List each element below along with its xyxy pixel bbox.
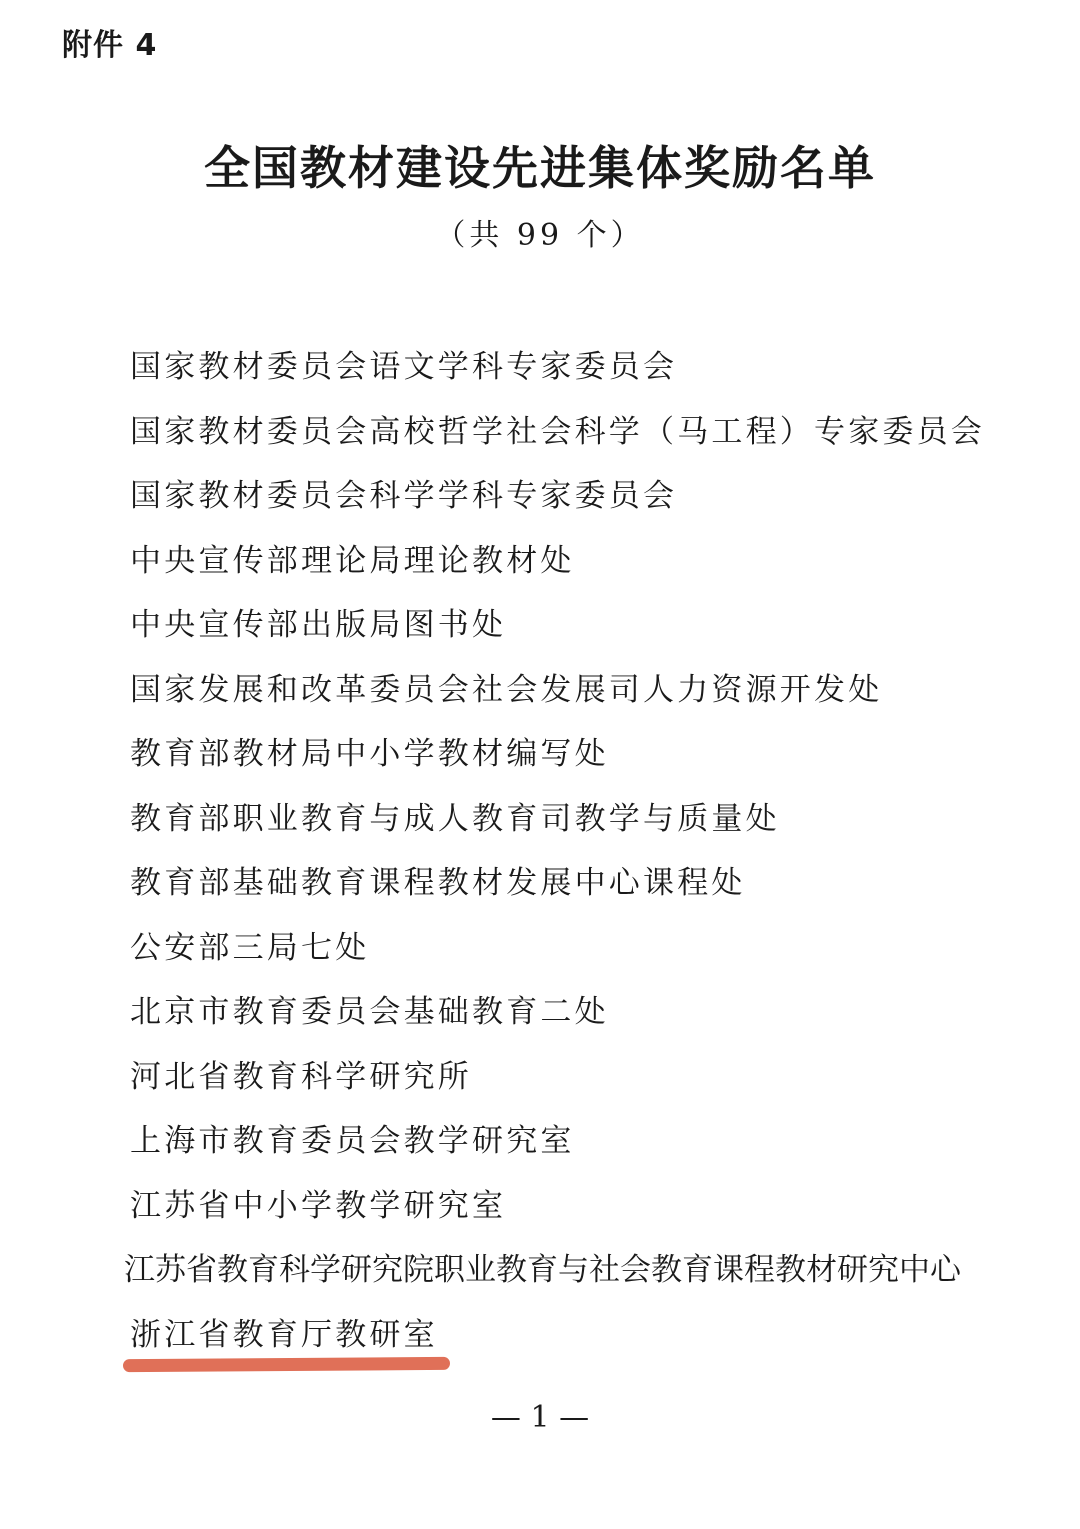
award-item: 江苏省教育科学研究院职业教育与社会教育课程教材研究中心 (124, 1252, 961, 1288)
award-item: 中央宣传部出版局图书处 (130, 607, 507, 643)
award-item-highlighted: 浙江省教育厅教研室 (130, 1316, 438, 1353)
award-item: 教育部职业教育与成人教育司教学与质量处 (130, 800, 780, 837)
award-item: 中央宣传部理论局理论教材处 (130, 542, 575, 579)
award-item: 国家教材委员会高校哲学社会科学（马工程）专家委员会 (130, 413, 985, 450)
highlight-underline (123, 1357, 450, 1372)
document-title: 全国教材建设先进集体奖励名单 (204, 141, 876, 195)
document-subtitle: （共 99 个） (435, 218, 645, 253)
award-item: 国家教材委员会语文学科专家委员会 (130, 349, 678, 385)
page-number: — 1 — (490, 1400, 590, 1435)
award-item: 江苏省中小学教学研究室 (130, 1187, 507, 1224)
award-list (124, 335, 1050, 1367)
attachment-label: 附件 4 (62, 28, 158, 63)
award-item: 公安部三局七处 (130, 929, 370, 966)
award-item: 国家教材委员会科学学科专家委员会 (130, 478, 678, 514)
award-item: 教育部基础教育课程教材发展中心课程处 (130, 865, 746, 901)
award-item: 国家发展和改革委员会社会发展司人力资源开发处 (130, 671, 883, 708)
award-item: 北京市教育委员会基础教育二处 (130, 994, 609, 1030)
award-item: 上海市教育委员会教学研究室 (130, 1123, 575, 1159)
award-item: 教育部教材局中小学教材编写处 (130, 736, 609, 772)
award-item: 河北省教育科学研究所 (130, 1058, 472, 1095)
